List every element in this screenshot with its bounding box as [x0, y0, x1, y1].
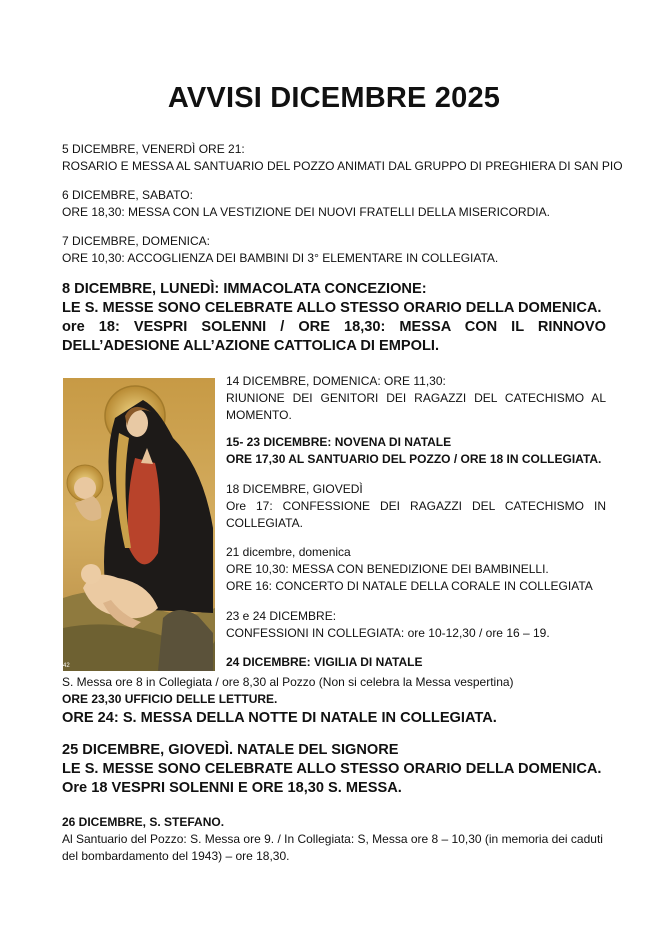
event-date: 6 DICEMBRE, SABATO: — [62, 188, 193, 202]
page-title: AVVISI DICEMBRE 2025 — [167, 82, 501, 114]
event-description: ROSARIO E MESSA AL SANTUARIO DEL POZZO ANIMATI DAL GRUPPO DI PREGHIERA DI SAN PIO — [62, 159, 623, 173]
event-description: Al Santuario del Pozzo: S. Messa ore 9. / In Collegiata: S, Messa ore 8 – 10,30 (in memoria dei caduti del bombardamento del 1943) – ore 18,30. — [62, 832, 603, 863]
event-description: ORE 18,30: MESSA CON LA VESTIZIONE DEI NUOVI FRATELLI DELLA MISERICORDIA. — [62, 205, 550, 219]
event-description: S. Messa ore 8 in Collegiata / ore 8,30 al Pozzo (Non si celebra la Messa vespertina) — [62, 675, 514, 689]
event-description: ORE 10,30: MESSA CON BENEDIZIONE DEI BAMBINELLI. — [226, 562, 549, 576]
event-18-december — [226, 481, 606, 532]
event-date: 18 DICEMBRE, GIOVEDÌ — [226, 482, 363, 496]
madonna-painting-image — [63, 378, 215, 671]
image-caption-number: 42 — [63, 663, 70, 669]
event-description: Ore 17: CONFESSIONE DEI RAGAZZI DEL CATECHISMO IN COLLEGIATA. — [226, 499, 606, 530]
event-8-december — [62, 280, 606, 356]
event-date: 5 DICEMBRE, VENERDÌ ORE 21: — [62, 142, 245, 156]
event-description: ORE 23,30 UFFICIO DELLE LETTURE. — [62, 692, 278, 706]
event-23-24-december — [226, 608, 606, 642]
event-description: ORE 16: CONCERTO DI NATALE DELLA CORALE IN COLLEGIATA — [226, 579, 593, 593]
event-date: 7 DICEMBRE, DOMENICA: — [62, 234, 211, 248]
event-date: 21 dicembre, domenica — [226, 545, 351, 559]
event-5-december — [62, 141, 623, 175]
event-14-december — [226, 373, 606, 424]
event-heading: 26 DICEMBRE, S. STEFANO. — [62, 815, 225, 829]
event-25-december — [62, 741, 608, 798]
event-6-december — [62, 187, 608, 221]
event-description: ORE 24: S. MESSA DELLA NOTTE DI NATALE IN COLLEGIATA. — [62, 710, 497, 726]
event-26-december — [62, 814, 608, 865]
event-novena — [226, 434, 606, 468]
event-line: Ore 18 VESPRI SOLENNI E ORE 18,30 S. MESSA. — [62, 780, 402, 796]
event-heading: 24 DICEMBRE: VIGILIA DI NATALE — [226, 655, 423, 669]
event-heading: 25 DICEMBRE, GIOVEDÌ. NATALE DEL SIGNORE — [62, 742, 399, 758]
event-description: ORE 17,30 AL SANTUARIO DEL POZZO / ORE 18 IN COLLEGIATA. — [226, 452, 602, 466]
event-date: 14 DICEMBRE, DOMENICA: ORE 11,30: — [226, 374, 446, 388]
event-date: 23 e 24 DICEMBRE: — [226, 609, 337, 623]
event-heading: 15- 23 DICEMBRE: NOVENA DI NATALE — [226, 435, 452, 449]
event-24-december-heading — [226, 654, 606, 671]
event-description: CONFESSIONI IN COLLEGIATA: ore 10-12,30 / ore 16 – 19. — [226, 626, 550, 640]
event-line: LE S. MESSE SONO CELEBRATE ALLO STESSO ORARIO DELLA DOMENICA. — [62, 761, 602, 777]
event-7-december — [62, 233, 608, 267]
event-21-december — [226, 544, 606, 595]
event-description: ORE 10,30: ACCOGLIENZA DEI BAMBINI DI 3° ELEMENTARE IN COLLEGIATA. — [62, 251, 499, 265]
event-line: LE S. MESSE SONO CELEBRATE ALLO STESSO ORARIO DELLA DOMENICA. — [62, 300, 602, 316]
event-heading: 8 DICEMBRE, LUNEDÌ: IMMACOLATA CONCEZIONE: — [62, 281, 427, 297]
event-line: ore 18: VESPRI SOLENNI / ORE 18,30: MESSA CON IL RINNOVO DELL’ADESIONE ALL’AZIONE CATTOLICA DI EMPOLI. — [62, 319, 606, 354]
event-24-december — [62, 674, 608, 728]
event-description: RIUNIONE DEI GENITORI DEI RAGAZZI DEL CATECHISMO AL MOMENTO. — [226, 391, 606, 422]
